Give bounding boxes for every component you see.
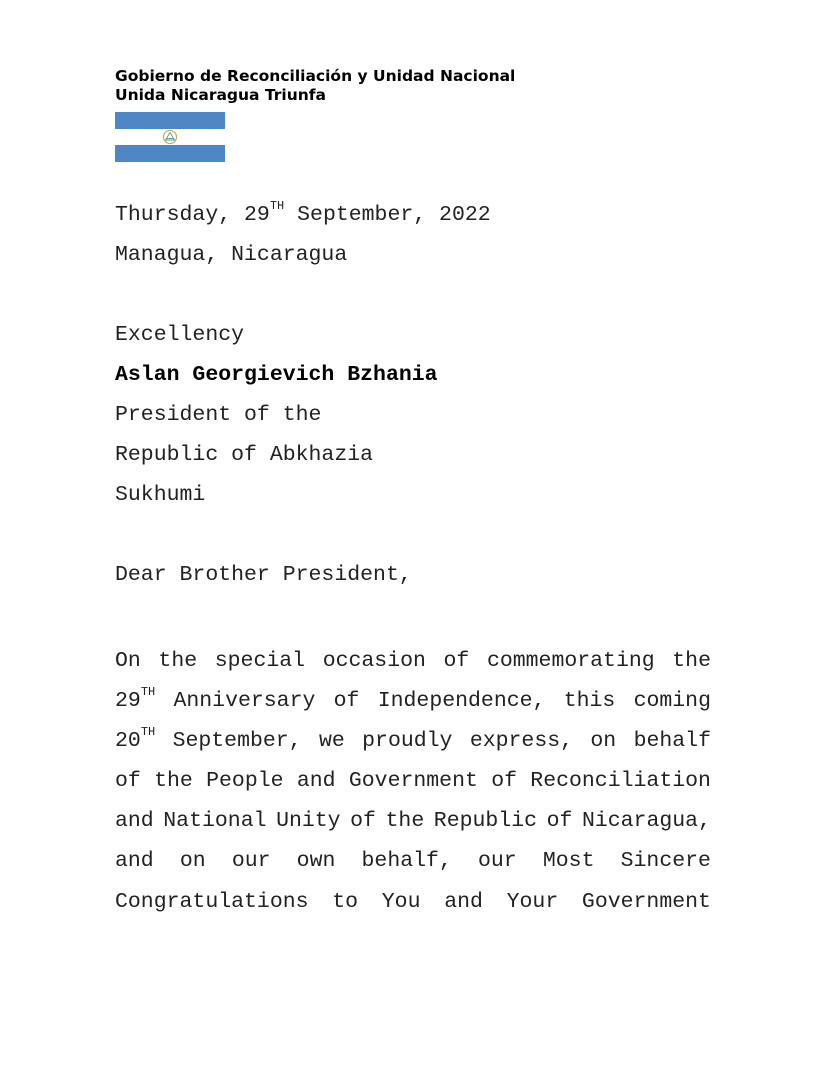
- body-word: Government: [348, 769, 478, 794]
- body-line-3: [115, 721, 711, 761]
- ordinal-number: 29TH: [115, 684, 156, 714]
- body-word: You: [381, 889, 421, 914]
- recipient-title: Excellency: [115, 323, 245, 347]
- body-word: own: [296, 849, 336, 874]
- letter-date: Thursday, 29TH September, 2022: [115, 198, 491, 227]
- body-word: National: [163, 809, 267, 834]
- body-word: and: [296, 769, 336, 794]
- body-word: On: [115, 649, 141, 673]
- body-word: Most: [542, 849, 595, 874]
- body-word: of: [443, 649, 470, 673]
- body-word: Congratulations: [115, 889, 309, 914]
- body-word: of: [350, 809, 376, 834]
- body-word: Reconciliation: [530, 769, 711, 794]
- body-word: Your: [506, 889, 559, 914]
- body-word: behalf: [633, 729, 711, 754]
- letterhead-slogan: Unida Nicaragua Triunfa: [115, 86, 327, 104]
- letterhead-government: Gobierno de Reconciliación y Unidad Nacional: [115, 67, 516, 85]
- body-word: Nicaragua,: [581, 809, 711, 834]
- body-word: behalf,: [361, 849, 452, 874]
- recipient-role-2: Republic of Abkhazia: [115, 443, 374, 467]
- body-line-5: [115, 801, 711, 841]
- body-word: this: [563, 689, 616, 714]
- body-word: Independence,: [377, 689, 546, 714]
- body-word: Government: [581, 889, 711, 914]
- recipient-name: Aslan Georgievich Bzhania: [115, 363, 438, 387]
- body-word: express,: [469, 729, 574, 754]
- letter-body: [115, 641, 711, 922]
- body-word: the: [672, 649, 711, 673]
- body-word: and: [115, 849, 154, 874]
- body-word: on: [590, 729, 617, 754]
- body-line-2: [115, 681, 711, 721]
- body-word: we: [318, 729, 345, 754]
- body-word: special: [214, 649, 306, 673]
- greeting: Dear Brother President,: [115, 563, 412, 587]
- recipient-city: Sukhumi: [115, 483, 206, 507]
- letterhead: [115, 67, 515, 105]
- body-word: coming: [633, 689, 711, 714]
- body-word: occasion: [322, 649, 426, 673]
- body-word: of: [333, 689, 360, 714]
- body-word: the: [385, 809, 425, 834]
- body-word: People: [206, 769, 284, 794]
- body-word: of: [546, 809, 573, 834]
- body-word: Unity: [276, 809, 341, 834]
- body-line-7: [115, 882, 711, 922]
- body-word: and: [444, 889, 483, 914]
- body-line-1: [115, 641, 711, 681]
- nicaragua-flag-icon: [115, 112, 225, 162]
- body-word: the: [158, 649, 198, 673]
- body-word: of: [491, 769, 517, 794]
- body-word: commemorating: [486, 649, 655, 673]
- body-word: Republic: [433, 809, 538, 834]
- body-word: September,: [172, 729, 302, 754]
- body-word: proudly: [362, 729, 453, 754]
- body-word: Anniversary: [173, 689, 316, 714]
- body-word: of: [115, 769, 141, 794]
- body-word: our: [478, 849, 517, 874]
- body-word: on: [179, 849, 206, 874]
- body-word: and: [115, 809, 154, 834]
- body-line-6: [115, 841, 711, 881]
- body-word: our: [231, 849, 271, 874]
- body-word: to: [332, 889, 359, 914]
- body-word: the: [154, 769, 193, 794]
- ordinal-number: 20TH: [115, 725, 156, 754]
- letter-place: Managua, Nicaragua: [115, 243, 348, 267]
- recipient-role-1: President of the: [115, 403, 322, 427]
- body-word: Sincere: [620, 849, 711, 874]
- body-line-4: [115, 761, 711, 801]
